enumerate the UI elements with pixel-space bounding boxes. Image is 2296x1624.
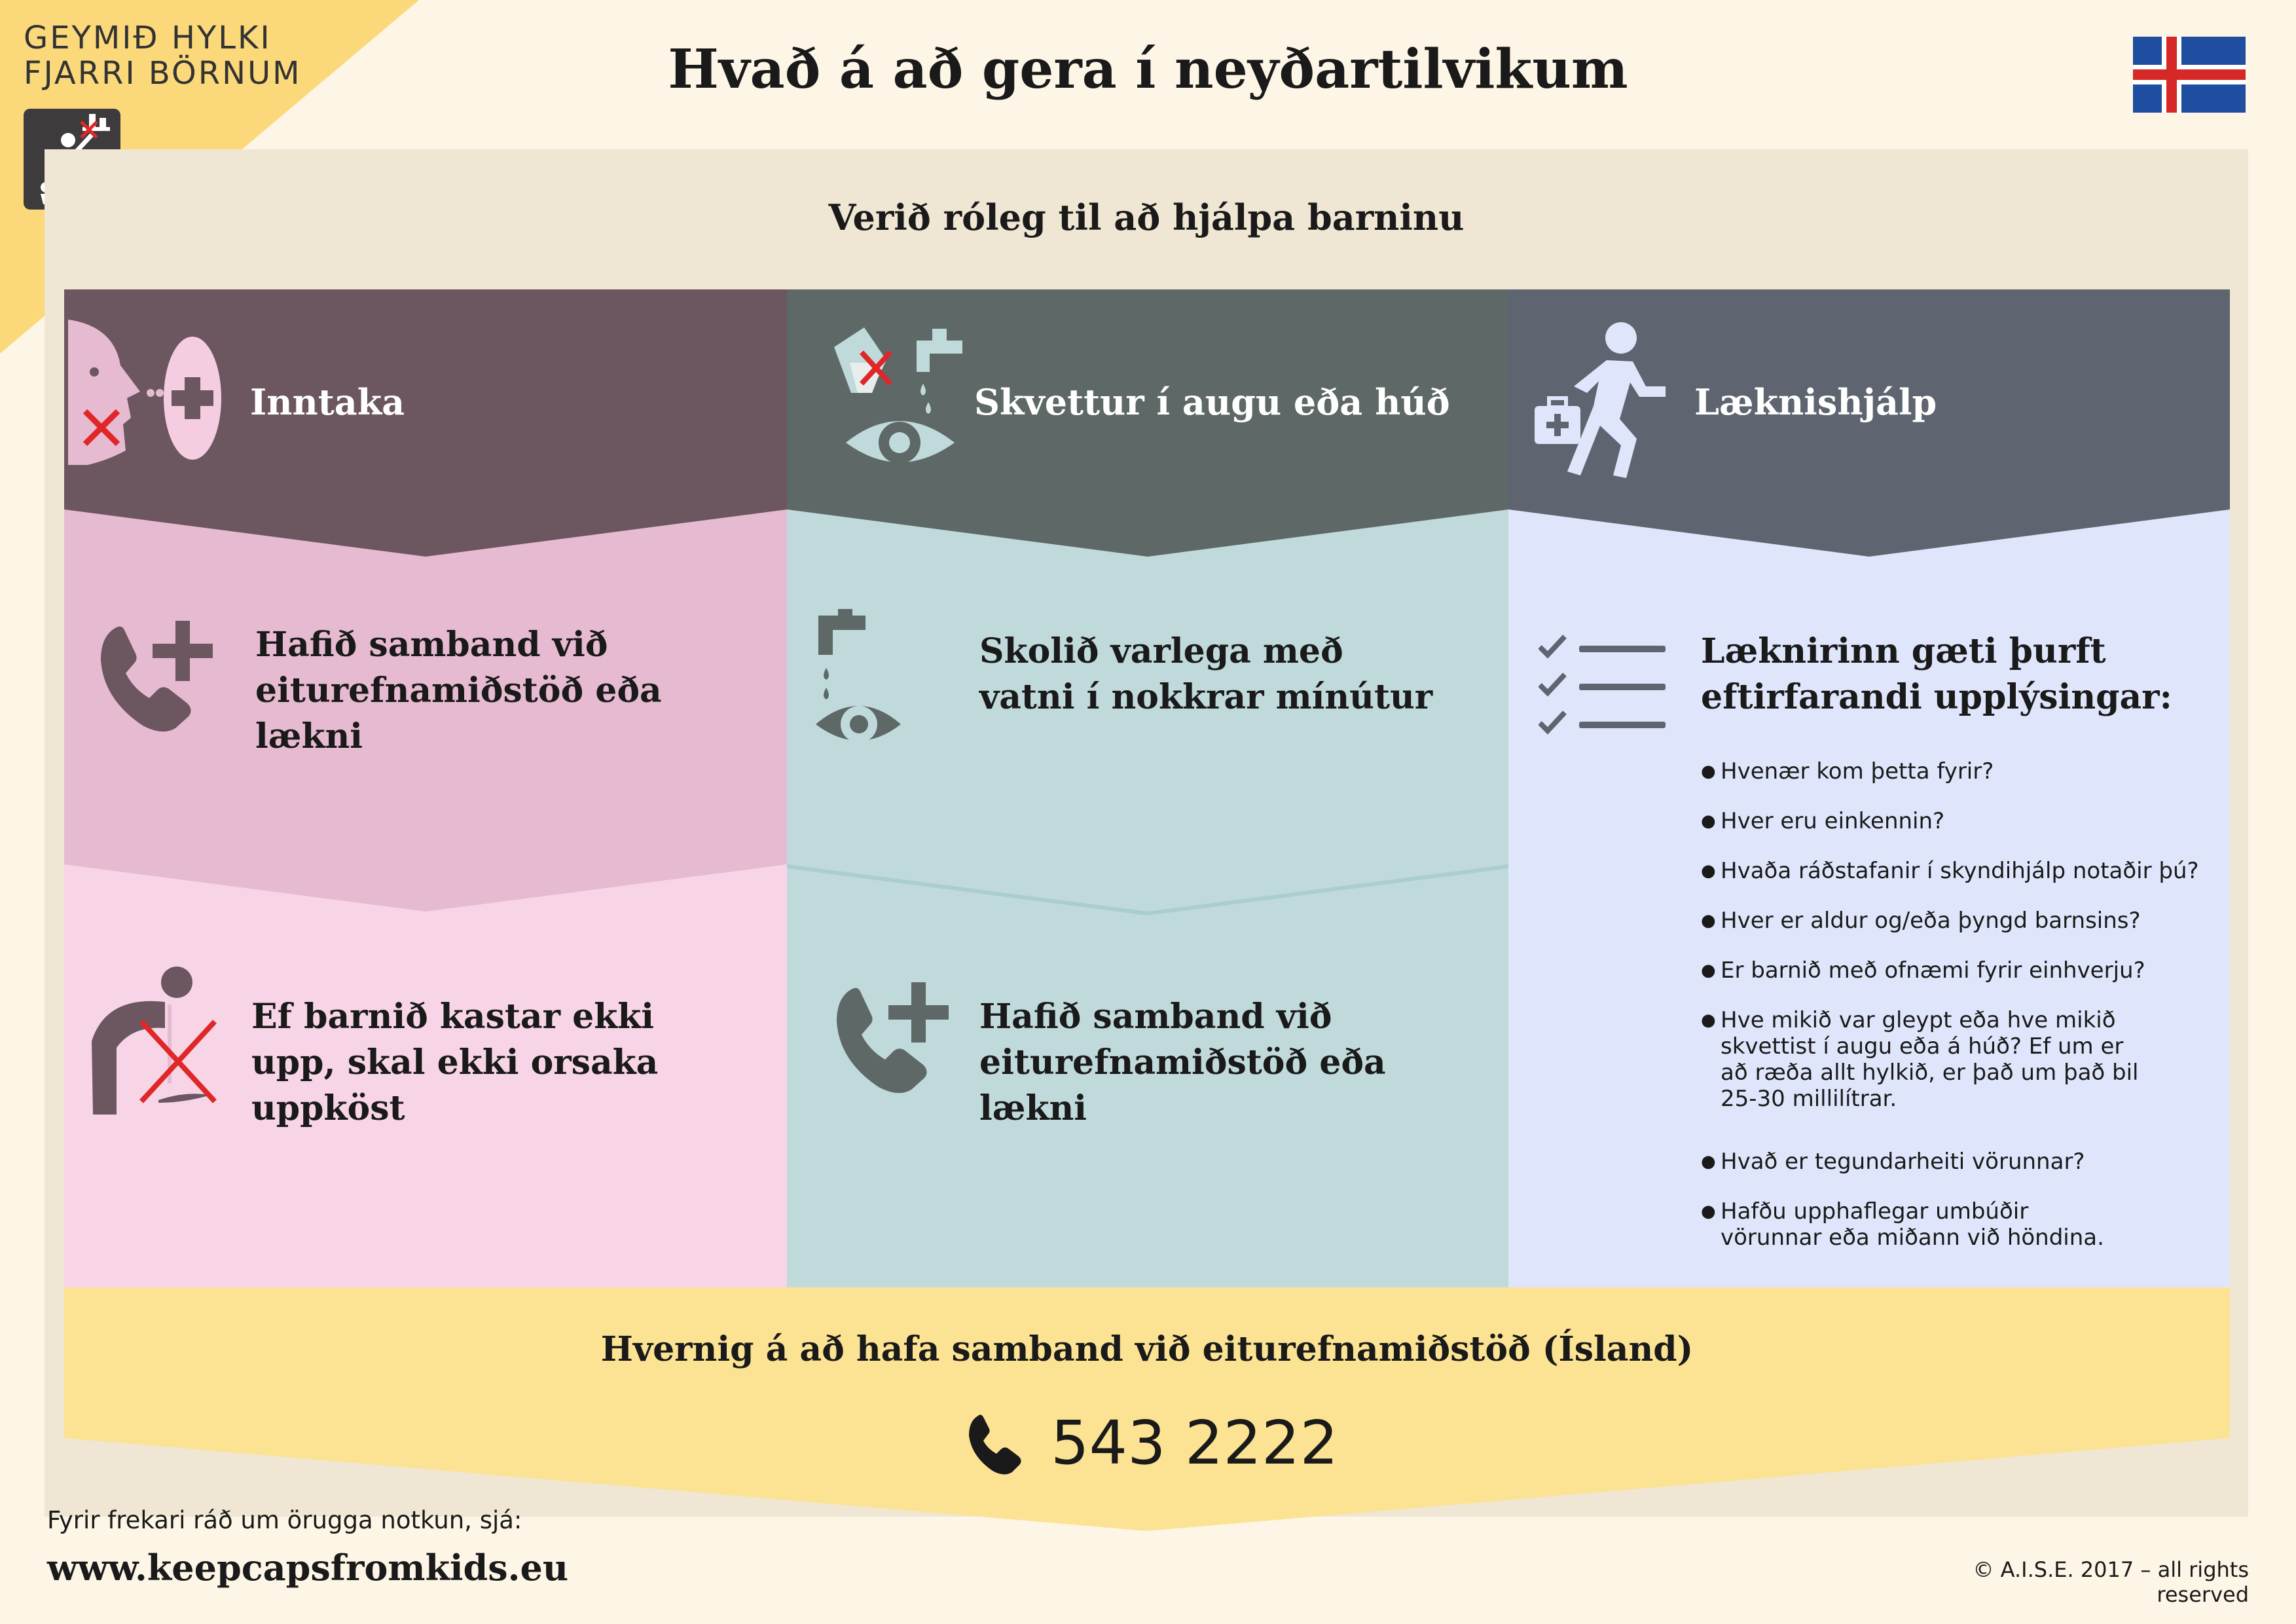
phone-icon [968, 1413, 1023, 1476]
bullet-item: ● Hafðu upphaflegar umbúðir vörunnar eða miðann við höndina. [1721, 1198, 2113, 1251]
column-1-heading: Inntaka [250, 381, 405, 423]
column-1-step-2: Ef barnið kastar ekki upp, skal ekki orsaka uppköst [251, 997, 659, 1128]
column-3-heading: Læknishjálp [1694, 381, 1937, 423]
phone-plus-icon [97, 621, 219, 736]
column-1-step-1: Hafið samband við eiturefnamiðstöð eða lækni [255, 625, 662, 756]
phone-plus-icon [833, 982, 955, 1098]
column-2-step-1: Skolið varlega með vatni í nokkrar mínútur [979, 631, 1433, 717]
more-info-text: Fyrir frekari ráð um örugga notkun, sjá: [47, 1506, 522, 1534]
column-2-step-2: Hafið samband við eiturefnamiðstöð eða lækni [979, 997, 1386, 1128]
bullet-item: ● Hve mikið var gleypt eða hve mikið skvettist í augu eða á húð? Ef um er að ræða allt hylkið, er það um það bil 25-30 millilítrar. [1721, 1007, 2146, 1112]
bullet-item: ● Er barnið með ofnæmi fyrir einhverju? [1721, 957, 2145, 984]
bullet-item: ● Hver er aldur og/eða þyngd barnsins? [1721, 908, 2141, 934]
subtitle: Verið róleg til að hjálpa barninu [828, 196, 1465, 238]
bullet-item: ● Hvenær kom þetta fyrir? [1721, 758, 1994, 784]
column-2-heading: Skvettur í augu eða húð [974, 381, 1450, 423]
brand-line-2: FJARRI BÖRNUM [24, 55, 302, 92]
vomit-no-icon [86, 963, 221, 1115]
bullet-item: ● Hver eru einkennin? [1721, 808, 1944, 834]
eye-splash-icon [831, 321, 977, 478]
tap-eye-icon [813, 609, 901, 753]
bullet-item: ● Hvað er tegundarheiti vörunnar? [1721, 1149, 2085, 1175]
website-link[interactable]: www.keepcapsfromkids.eu [47, 1547, 569, 1589]
column-3-step-1: Læknirinn gæti þurft eftirfarandi upplýsingar: [1701, 631, 2172, 717]
contact-title: Hvernig á að hafa samband við eiturefnamiðstöð (Ísland) [600, 1329, 1694, 1369]
poison-centre-phone[interactable]: 543 2222 [1051, 1408, 1338, 1478]
checklist-icon [1539, 633, 1667, 740]
running-doctor-icon [1535, 321, 1673, 478]
copyright: © A.I.S.E. 2017 – all rights reserved [1973, 1557, 2249, 1607]
flag-iceland-icon [2133, 37, 2246, 113]
bullet-item: ● Hvaða ráðstafanir í skyndihjálp notaðir þú? [1721, 858, 2218, 884]
brand-line-1: GEYMIÐ HYLKI [24, 20, 272, 56]
page-title: Hvað á að gera í neyðartilvikum [668, 38, 1628, 101]
mouth-capsule-icon [68, 320, 223, 477]
